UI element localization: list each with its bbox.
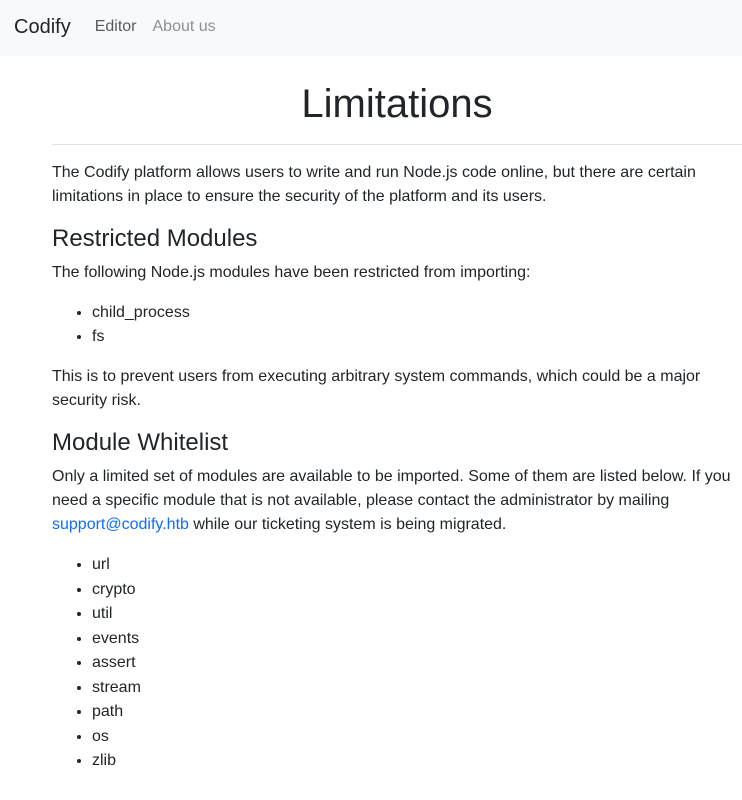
whitelist-description-text: Only a limited set of modules are available to be imported. Some of them are listed below. If you need a specific module that is not available, please contact the administrator by mailing	[52, 468, 731, 509]
module-whitelist-heading: Module Whitelist	[52, 429, 229, 456]
main-content	[0, 56, 742, 774]
list-item: • path	[92, 700, 742, 725]
list-item: • zlib	[92, 749, 742, 774]
page-title: Limitations	[301, 82, 493, 126]
whitelist-description	[52, 465, 742, 537]
intro-paragraph: The Codify platform allows users to write and run Node.js code online, but there are certain limitations in place to ensure the security of the platform and its users.	[52, 164, 696, 205]
list-item: • assert	[92, 651, 742, 676]
nav-link-about-us[interactable]: About us	[152, 18, 216, 35]
restricted-description: The following Node.js modules have been restricted from importing:	[52, 264, 531, 281]
title-divider	[52, 144, 742, 145]
restricted-modules-heading: Restricted Modules	[52, 225, 258, 252]
list-item: • crypto	[92, 578, 742, 603]
top-navbar	[0, 0, 742, 56]
list-item: • child_process	[92, 301, 742, 325]
support-email-link[interactable]: support@codify.htb	[52, 516, 189, 533]
list-item: • stream	[92, 676, 742, 701]
brand-logo-link[interactable]: Codify	[14, 16, 71, 38]
list-item: • url	[92, 553, 742, 578]
list-item: • fs	[92, 325, 742, 349]
list-item: • util	[92, 602, 742, 627]
nav-link-editor[interactable]: Editor	[94, 18, 137, 35]
list-item: • events	[92, 627, 742, 652]
whitelist-modules-list	[52, 553, 742, 774]
list-item: • os	[92, 725, 742, 750]
whitelist-description-tail: while our ticketing system is being migrated.	[188, 516, 507, 533]
restricted-modules-list	[52, 301, 742, 349]
restricted-note: This is to prevent users from executing arbitrary system commands, which could be a major security risk.	[52, 368, 701, 409]
